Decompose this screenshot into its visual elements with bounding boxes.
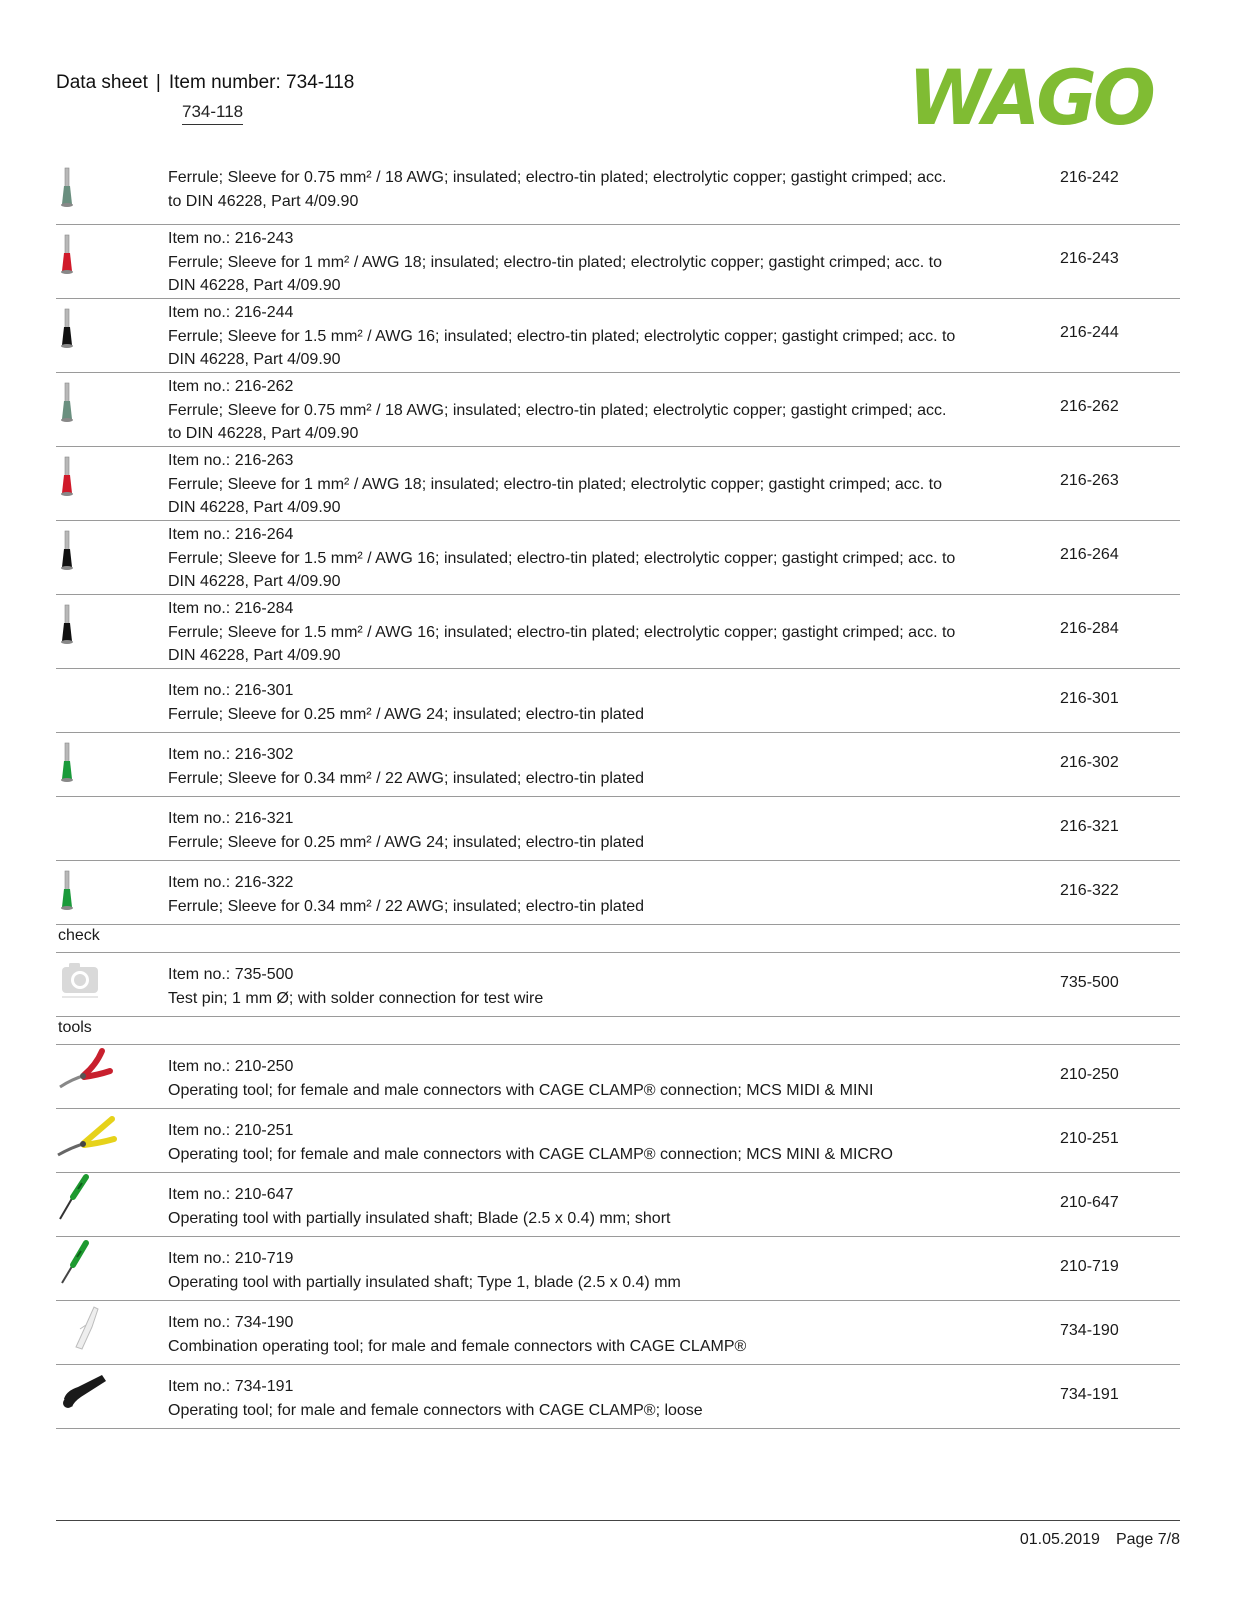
row-item-number[interactable]: 210-251 — [1060, 1130, 1119, 1147]
row-item-number[interactable]: 210-647 — [1060, 1194, 1119, 1211]
table-row — [56, 733, 1180, 797]
row-item-number[interactable]: 216-321 — [1060, 818, 1119, 835]
ferrule-icon — [56, 373, 120, 446]
row-description: Ferrule; Sleeve for 1.5 mm² / AWG 16; insulated; electro-tin plated; electrolytic copper; gastight crimped; acc. to DIN 46228, Part 4/09.90 — [168, 623, 956, 664]
row-item-label: Item no.: 210-251 — [168, 1122, 294, 1139]
row-text — [168, 1173, 958, 1230]
table-row — [56, 158, 1180, 225]
row-item-number[interactable]: 210-250 — [1060, 1066, 1119, 1083]
item-number-link[interactable]: 734-118 — [182, 102, 243, 125]
row-description: Ferrule; Sleeve for 1.5 mm² / AWG 16; insulated; electro-tin plated; electrolytic copper; gastight crimped; acc. to DIN 46228, Part 4/09.90 — [168, 549, 956, 590]
table-row — [56, 861, 1180, 925]
title-separator: | — [155, 72, 161, 93]
row-description: Ferrule; Sleeve for 0.34 mm² / 22 AWG; insulated; electro-tin plated — [168, 769, 645, 787]
screwdriver-icon — [56, 1173, 120, 1236]
title-item-number: Item number: 734-118 — [168, 72, 355, 93]
row-text — [168, 447, 958, 520]
row-description: Ferrule; Sleeve for 0.25 mm² / AWG 24; insulated; electro-tin plated — [168, 705, 645, 723]
row-item-number[interactable]: 216-302 — [1060, 754, 1119, 771]
row-item-label: Item no.: 735-500 — [168, 966, 294, 983]
table-row — [56, 1045, 1180, 1109]
footer-divider — [56, 1520, 1180, 1521]
row-item-label: Item no.: 216-321 — [168, 810, 294, 827]
row-item-label: Item no.: 216-264 — [168, 526, 294, 543]
ferrule-icon — [56, 447, 120, 520]
row-description: Operating tool; for male and female connectors with CAGE CLAMP®; loose — [168, 1401, 703, 1419]
row-item-label: Item no.: 734-191 — [168, 1378, 294, 1395]
row-text — [168, 861, 958, 918]
row-item-number[interactable]: 210-719 — [1060, 1258, 1119, 1275]
row-item-number[interactable]: 216-264 — [1060, 546, 1119, 563]
table-row — [56, 521, 1180, 595]
camera-placeholder-icon — [56, 953, 120, 1016]
row-item-label: Item no.: 210-250 — [168, 1058, 294, 1075]
table-row — [56, 225, 1180, 299]
table-row — [56, 447, 1180, 521]
ferrule-icon — [56, 797, 120, 860]
row-item-label: Item no.: 216-243 — [168, 230, 294, 247]
table-row — [56, 595, 1180, 669]
row-text — [168, 797, 958, 854]
page-header — [56, 58, 1180, 152]
row-description: Combination operating tool; for male and female connectors with CAGE CLAMP® — [168, 1337, 747, 1355]
table-row — [56, 1365, 1180, 1429]
row-description: Operating tool with partially insulated shaft; Blade (2.5 x 0.4) mm; short — [168, 1209, 671, 1227]
table-row — [56, 299, 1180, 373]
ferrule-icon — [56, 733, 120, 796]
row-item-label: Item no.: 216-322 — [168, 874, 294, 891]
row-item-label: Item no.: 216-244 — [168, 304, 294, 321]
table-row — [56, 669, 1180, 733]
table-row — [56, 953, 1180, 1017]
row-text — [168, 1237, 958, 1294]
row-description: Ferrule; Sleeve for 0.25 mm² / AWG 24; insulated; electro-tin plated — [168, 833, 645, 851]
row-description: Ferrule; Sleeve for 1 mm² / AWG 18; insulated; electro-tin plated; electrolytic copper; gastight crimped; acc. to DIN 46228, Part 4/09.90 — [168, 475, 942, 516]
ferrule-icon — [56, 669, 120, 732]
row-item-number[interactable]: 216-243 — [1060, 250, 1119, 267]
row-text — [168, 953, 958, 1010]
row-item-label: Item no.: 210-719 — [168, 1250, 294, 1267]
ferrule-icon — [56, 158, 120, 224]
row-item-number[interactable]: 734-191 — [1060, 1386, 1119, 1403]
logo-text: WAGO — [908, 58, 1154, 142]
footer-page-number: Page 7/8 — [1115, 1531, 1180, 1548]
wago-logo — [906, 58, 1156, 142]
accessories-table — [56, 158, 1180, 1429]
row-item-label: Item no.: 216-262 — [168, 378, 294, 395]
row-text — [168, 521, 958, 594]
row-item-label: Item no.: 216-302 — [168, 746, 294, 763]
row-text — [168, 1045, 958, 1102]
row-description: Ferrule; Sleeve for 1 mm² / AWG 18; insulated; electro-tin plated; electrolytic copper; gastight crimped; acc. to DIN 46228, Part 4/09.90 — [168, 253, 942, 294]
row-item-label: Item no.: 210-647 — [168, 1186, 294, 1203]
footer-date: 01.05.2019 — [1019, 1531, 1100, 1548]
section-heading-check: check — [56, 925, 1180, 953]
row-description: Operating tool with partially insulated shaft; Type 1, blade (2.5 x 0.4) mm — [168, 1273, 681, 1291]
page-title — [56, 72, 354, 94]
row-text — [168, 373, 958, 446]
row-text — [168, 733, 958, 790]
row-text — [168, 299, 958, 372]
row-item-number[interactable]: 216-263 — [1060, 472, 1119, 489]
yellow-pliers-icon — [56, 1109, 120, 1172]
ferrule-icon — [56, 299, 120, 372]
row-item-number[interactable]: 735-500 — [1060, 974, 1119, 991]
combination-tool-icon — [56, 1301, 120, 1364]
table-row — [56, 1109, 1180, 1173]
lever-tool-icon — [56, 1365, 120, 1428]
row-item-number[interactable]: 734-190 — [1060, 1322, 1119, 1339]
row-text — [168, 595, 958, 668]
ferrule-icon — [56, 225, 120, 298]
ferrule-icon — [56, 861, 120, 924]
row-item-label: Item no.: 734-190 — [168, 1314, 294, 1331]
row-description: Ferrule; Sleeve for 0.75 mm² / 18 AWG; insulated; electro-tin plated; electrolytic copper; gastight crimped; acc. to DIN 46228, Part 4/09.90 — [168, 169, 947, 210]
row-item-number[interactable]: 216-244 — [1060, 324, 1119, 341]
table-row — [56, 1237, 1180, 1301]
row-item-number[interactable]: 216-301 — [1060, 690, 1119, 707]
red-pliers-icon — [56, 1045, 120, 1108]
row-item-number[interactable]: 216-262 — [1060, 398, 1119, 415]
ferrule-icon — [56, 521, 120, 594]
row-item-number[interactable]: 216-242 — [1060, 169, 1119, 186]
table-row — [56, 1173, 1180, 1237]
page-footer — [1020, 1531, 1180, 1549]
table-row — [56, 797, 1180, 861]
row-item-label: Item no.: 216-301 — [168, 682, 294, 699]
row-item-number[interactable]: 216-322 — [1060, 882, 1119, 899]
row-description: Ferrule; Sleeve for 0.34 mm² / 22 AWG; insulated; electro-tin plated — [168, 897, 645, 915]
row-description: Ferrule; Sleeve for 0.75 mm² / 18 AWG; insulated; electro-tin plated; electrolytic copper; gastight crimped; acc. to DIN 46228, Part 4/09.90 — [168, 401, 947, 442]
table-row — [56, 373, 1180, 447]
row-description: Operating tool; for female and male connectors with CAGE CLAMP® connection; MCS MIDI & MINI — [168, 1081, 874, 1099]
row-item-label: Item no.: 216-263 — [168, 452, 294, 469]
table-row — [56, 1301, 1180, 1365]
row-description: Ferrule; Sleeve for 1.5 mm² / AWG 16; insulated; electro-tin plated; electrolytic copper; gastight crimped; acc. to DIN 46228, Part 4/09.90 — [168, 327, 956, 368]
row-description: Operating tool; for female and male connectors with CAGE CLAMP® connection; MCS MINI & MICRO — [168, 1145, 893, 1163]
row-text — [168, 669, 958, 726]
row-text — [168, 1301, 958, 1358]
row-text — [168, 1109, 958, 1166]
row-description: Test pin; 1 mm Ø; with solder connection for test wire — [168, 989, 544, 1007]
title-data-sheet: Data sheet — [56, 72, 148, 93]
row-item-number[interactable]: 216-284 — [1060, 620, 1119, 637]
screwdriver-icon — [56, 1237, 120, 1300]
row-text — [168, 1365, 958, 1422]
row-text — [168, 225, 958, 298]
section-heading-tools: tools — [56, 1017, 1180, 1045]
row-item-label: Item no.: 216-284 — [168, 600, 294, 617]
ferrule-icon — [56, 595, 120, 668]
